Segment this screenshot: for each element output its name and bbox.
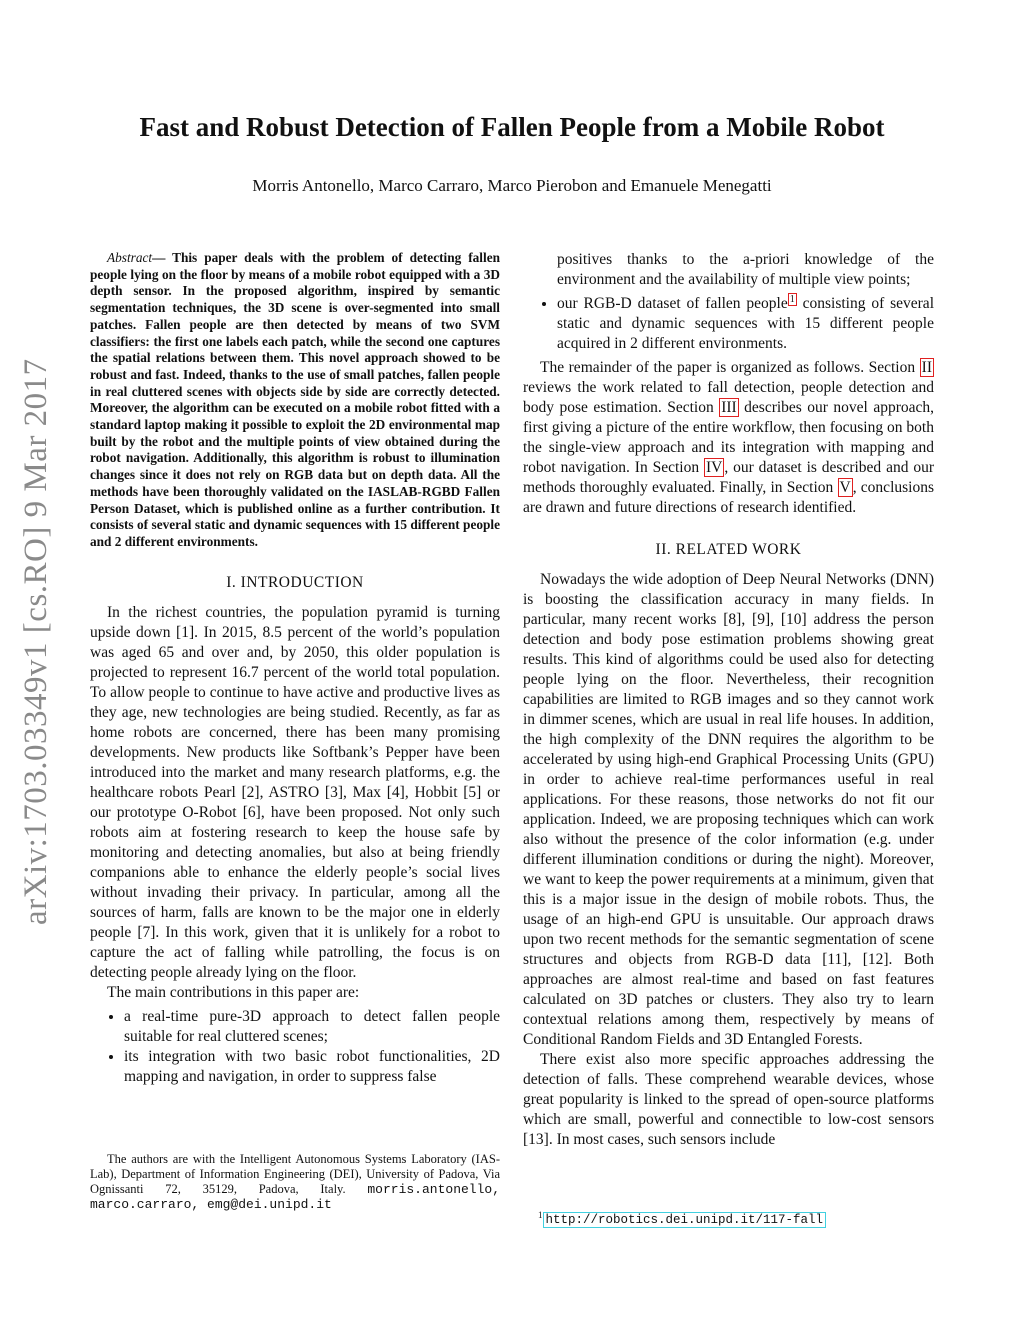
affiliation-text: The authors are with the Intelligent Autonomous Systems Laboratory (IAS-Lab), Department of Information Engineering (DEI), University of Padova, Via Ognissanti 72, 35129, Padova, Italy. <box>90 1152 500 1196</box>
related-paragraph-1: Nowadays the wide adoption of Deep Neural Networks (DNN) is boosting the classification accuracy in many fields. In particular, many recent works [8], [9], [10] address the person detection and body pose estimation problems showing great results. This kind of algorithms could be used also for detecting people lying on the floor. Nevertheless, their recognition capabilities are limited to RGB images and so they cannot work in dimmer scenes, which are usual in real life houses. In addition, the high complexity of the DNN requires the algorithm to be accelerated by using high-end Graphical Processing Units (GPU) in order to achieve real-time performances useful in real applications. For these reasons, those networks do not fit our application. Indeed, we are proposing techniques which can work also without the presence of the color information (e.g. under different illumination conditions or during the night). Moreover, we want to keep the power requirements at a minimum, given that this is a major issue in the design of mobile robots. Thus, the usage of an high-end GPU is unsuitable. Our approach draws upon two recent methods for the semantic segmentation of scene structures and objects from RGB-D data [11], [12]. Both approaches are almost real-time and based on fast features calculated on 3D patches or clusters. They also try to learn contextual relations among them, respectively by means of Conditional Random Fields and 3D Entangled Forests. <box>523 571 934 1048</box>
contribution-item-3 <box>557 294 934 354</box>
affiliation-footnote <box>90 1152 500 1212</box>
contributions-list-continued <box>523 250 934 290</box>
paper-title: Fast and Robust Detection of Fallen People from a Mobile Robot <box>139 112 885 142</box>
footnote-link-1[interactable]: 1 <box>789 293 795 305</box>
author-emails: morris.antonello, marco.carraro, emg@dei.unipd.it <box>90 1182 500 1212</box>
dataset-url-link[interactable]: http://robotics.dei.unipd.it/117-fall <box>543 1212 827 1228</box>
outline-text-a: The remainder of the paper is organized as follows. Section <box>540 359 920 376</box>
intro-paragraph-1: In the richest countries, the population pyramid is turning upside down [1]. In 2015, 8.5 percent of the world’s population was aged 65 and over and, by 2050, this older population is projected to represent 16.7 percent of the world total population. To allow people to continue to have active and productive lives as they age, new technologies are being studied. Recently, as far as home robots are concerned, there has been many promising developments. New products like Softbank’s Pepper have been introduced into the market and many research platforms, e.g. the healthcare robots Pearl [2], ASTRO [3], Max [4], Hobbit [5] or our prototype O-Robot [6], have been proposed. Not only such robots aim at fostering research to keep the house safe by monitoring and detecting anomalies, but also at being friendly companions able to enhance the elderly people’s social lives without invading their privacy. In particular, among all the sources of harm, falls are known to be the major one in elderly people [7]. In this work, given that it is unlikely for a robot to capture the act of falling while patrolling, the focus is on detecting people already lying on the floor. <box>90 603 500 981</box>
contribution-item-1: • a real-time pure-3D approach to detect fallen people suitable for real cluttered scenes; <box>124 1007 500 1047</box>
section-ref-v[interactable]: V <box>839 479 851 496</box>
outline-text-e: , conclusions are drawn and future directions of research identified. <box>523 479 934 516</box>
intro-paragraph-2: The main contributions in this paper are: <box>107 983 360 1001</box>
arxiv-stamp: arXiv:1703.03349v1 [cs.RO] 9 Mar 2017 <box>18 358 54 925</box>
outline-text-c: describes our novel approach, first giving a picture of the entire workflow, then focusing on both the single-view approach and its integration with mapping and robot navigation. In Section <box>523 399 934 476</box>
left-column <box>90 250 500 1091</box>
contribution-item-2-cont: positives thanks to the a-priori knowledge of the environment and the availability of multiple view points; <box>557 251 934 288</box>
intro-heading: I. INTRODUCTION <box>226 573 364 591</box>
outline-paragraph <box>523 358 934 518</box>
related-work-heading: II. RELATED WORK <box>655 541 802 558</box>
contribution-3-text-cont: consisting of several static and dynamic sequences with 15 different people acquired in 2 different environments. <box>557 295 934 352</box>
abstract-text: — This paper deals with the problem of detecting fallen people lying on the floor by means of a mobile robot equipped with a 3D depth sensor. In the proposed algorithm, inspired by semantic segmentation techniques, the 3D scene is over-segmented into small patches. Fallen people are then detected by means of two SVM classifiers: the first one labels each patch, while the second one captures the spatial relations between them. This novel approach showed to be robust and fast. Indeed, thanks to the use of small patches, fallen people in real cluttered scenes with objects side by side are correctly detected. Moreover, the algorithm can be executed on a mobile robot fitted with a standard laptop making it possible to exploit the 2D environmental map built by the robot and the multiple points of view obtained during the robot navigation. Additionally, this algorithm is robust to illumination changes since it does not rely on RGB data but on depth data. All the methods have been thoroughly validated on the IASLAB-RGBD Fallen Person Dataset, which is published online as a further contribution. It consists of several static and dynamic sequences with 15 different people and 2 different environments. <box>90 250 500 549</box>
abstract <box>90 250 500 551</box>
url-footnote <box>538 1210 826 1227</box>
right-column <box>523 250 934 1150</box>
abstract-label: Abstract <box>107 250 153 265</box>
outline-text-d: , our dataset is described and our methods thoroughly evaluated. Finally, in Section <box>523 459 934 496</box>
contributions-list-2 <box>523 294 934 354</box>
footnote-mark: 1 <box>538 1210 543 1220</box>
section-ref-iii[interactable]: III <box>721 399 737 416</box>
section-ref-ii[interactable]: II <box>921 359 932 376</box>
contribution-item-2: • its integration with two basic robot functionalities, 2D mapping and navigation, in order to suppress false <box>124 1047 500 1087</box>
related-paragraph-2: There exist also more specific approaches addressing the detection of falls. These comprehend wearable devices, whose great popularity is linked to the spread of open-source platforms which are small, powerful and connectible to low-cost sensors [13]. In most cases, such sensors include <box>523 1051 934 1148</box>
contributions-list <box>90 1007 500 1087</box>
authors: Morris Antonello, Marco Carraro, Marco Pierobon and Emanuele Menegatti <box>252 176 772 195</box>
outline-text-b: reviews the work related to fall detection, people detection and body pose estimation. Section <box>523 379 934 416</box>
contribution-3-text: our RGB-D dataset of fallen people <box>557 295 788 312</box>
section-ref-iv[interactable]: IV <box>705 459 723 476</box>
